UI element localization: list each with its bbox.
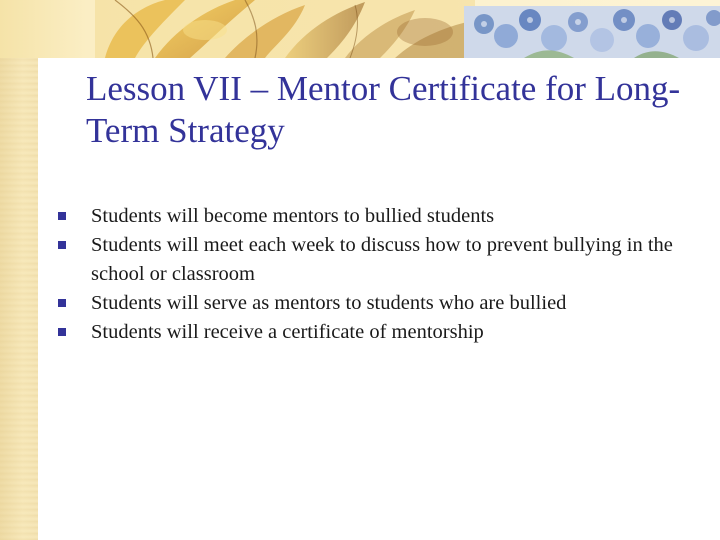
bullet-text: Students will meet each week to discuss how to prevent bullying in the school or classroom [91, 234, 673, 285]
square-bullet-icon [58, 299, 66, 307]
bullet-text: Students will serve as mentors to students who are bullied [91, 292, 567, 314]
bullet-item [58, 289, 708, 318]
square-bullet-icon [58, 212, 66, 220]
blue-hydrangea-icon [464, 6, 720, 58]
bullet-item [58, 202, 708, 231]
autumn-leaves-icon [95, 0, 475, 58]
top-decorative-banner [0, 0, 720, 58]
square-bullet-icon [58, 328, 66, 336]
square-bullet-icon [58, 241, 66, 249]
bullet-list [58, 202, 708, 347]
bullet-text: Students will become mentors to bullied students [91, 205, 495, 227]
bullet-item [58, 318, 708, 347]
left-decorative-strip [0, 0, 38, 540]
slide-title: Lesson VII – Mentor Certificate for Long-Term Strategy [86, 69, 681, 150]
bullet-text: Students will receive a certificate of mentorship [91, 321, 484, 343]
bullet-item [58, 231, 708, 289]
